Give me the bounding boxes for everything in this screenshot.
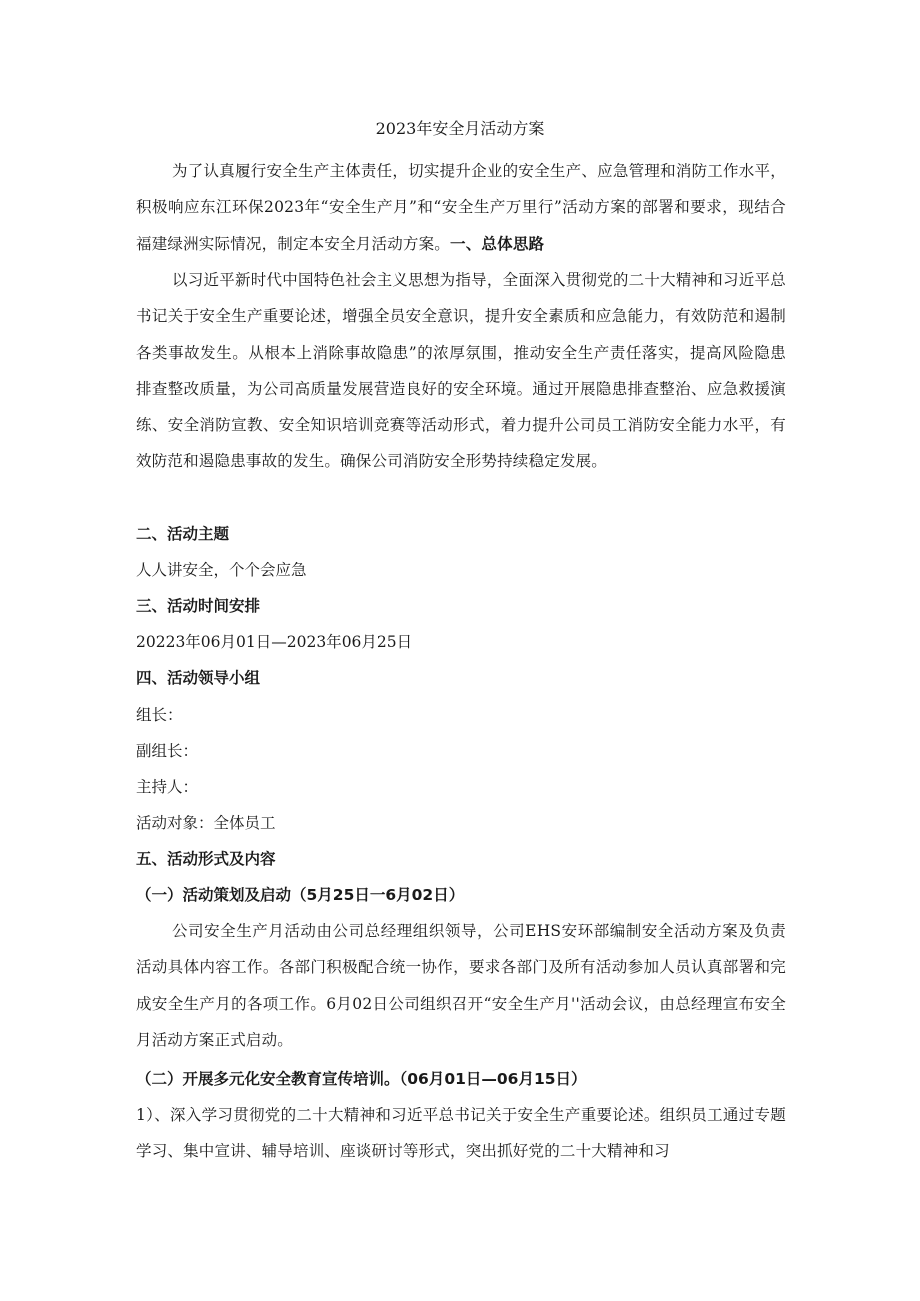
- subsection2-body: 1）、深入学习贯彻党的二十大精神和习近平总书记关于安全生产重要论述。组织员工通过专题学习、集中宣讲、辅导培训、座谈研讨等形式，突出抓好党的二十大精神和习: [136, 1106, 786, 1161]
- host-label: 主持人：: [136, 778, 199, 796]
- section5-heading: 五、活动形式及内容: [136, 850, 276, 868]
- subsection1-heading: （一）活动策划及启动（5月25日一6月02日）: [136, 886, 465, 904]
- leader-label: 组长：: [136, 706, 183, 724]
- section3-heading: 三、活动时间安排: [136, 597, 261, 615]
- section1-body: 以习近平新时代中国特色社会主义思想为指导，全面深入贯彻党的二十大精神和习近平总书记关于安全生产重要论述，增强全员安全意识，提升安全素质和应急能力，有效防范和遏制各类事故发生。从根本上消除事故隐患”的浓厚氛围，推动安全生产责任落实，提高风险隐患排查整改质量，为公司高质量发展营造良好的安全环境。通过开展隐患排查整治、应急救援演练、安全消防宣教、安全知识培训竞赛等活动形式，着力提升公司员工消防安全能力水平，有效防范和遏隐患事故的发生。确保公司消防安全形势持续稳定发展。: [136, 271, 786, 471]
- document-title: 2023年安全月活动方案: [375, 119, 545, 138]
- subsection1-body: 公司安全生产月活动由公司总经理组织领导，公司EHS安环部编制安全活动方案及负责活动具体内容工作。各部门积极配合统一协作，要求各部门及所有活动参加人员认真部署和完成安全生产月的各项工作。6月02日公司组织召开“安全生产月''活动会议，由总经理宣布安全月活动方案正式启动。: [136, 922, 786, 1049]
- section3-body: 20223年06月01日—2023年06月25日: [136, 633, 413, 651]
- subsection2-heading: （二）开展多元化安全教育宣传培训。（06月01日—06月15日）: [136, 1070, 587, 1088]
- target-label: 活动对象：全体员工: [136, 814, 276, 832]
- deputy-leader-label: 副组长：: [136, 742, 199, 760]
- section2-heading: 二、活动主题: [136, 525, 230, 543]
- section4-heading: 四、活动领导小组: [136, 669, 261, 687]
- section1-heading: 一、总体思路: [450, 234, 545, 253]
- intro-paragraph: [136, 153, 786, 262]
- section2-body: 人人讲安全，个个会应急: [136, 561, 307, 579]
- intro-text: 为了认真履行安全生产主体责任，切实提升企业的安全生产、应急管理和消防工作水平，积极响应东江环保2023年“安全生产月”和“安全生产万里行”活动方案的部署和要求，现结合福建绿洲实际情况，制定本安全月活动方案。: [136, 162, 786, 253]
